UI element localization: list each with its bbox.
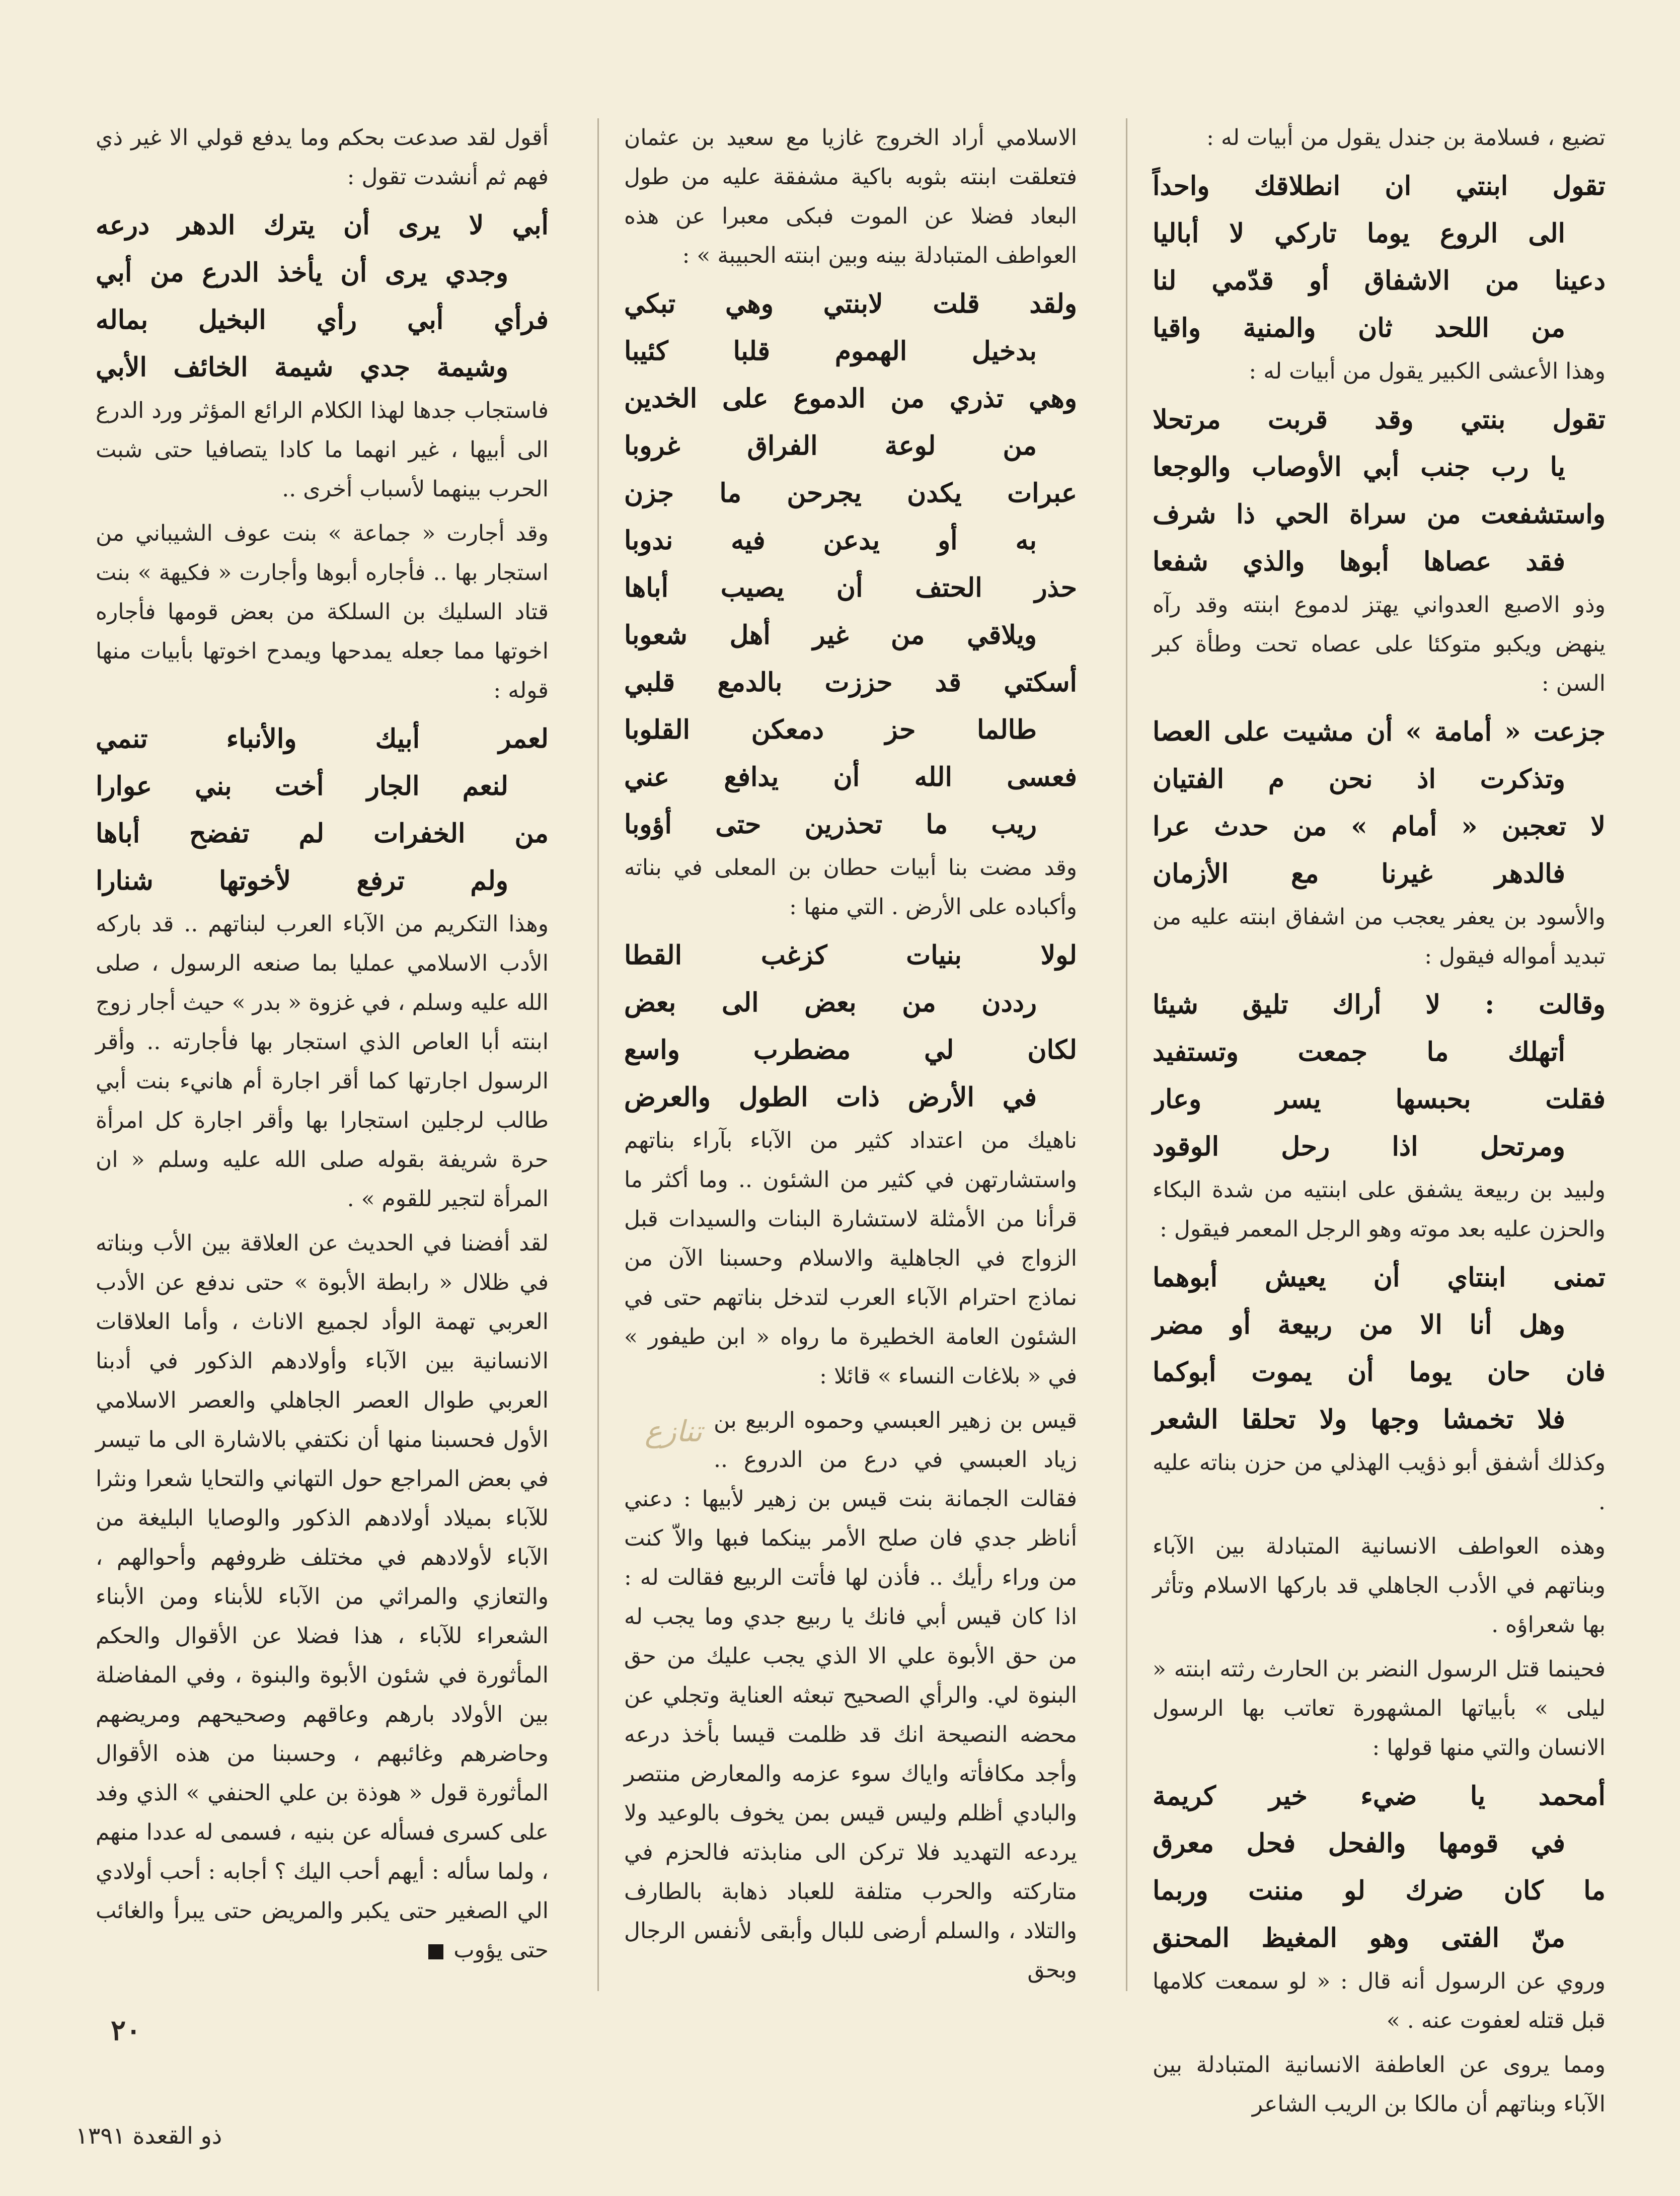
- poem-verse: من اللحد ثان والمنية واقيا: [1153, 313, 1565, 343]
- paragraph: والأسود بن يعفر يعجب من اشفاق ابنته عليه من تبديد أمواله فيقول :: [1153, 904, 1606, 969]
- poem-verse: وهي تذري من الدموع على الخدين: [624, 383, 1077, 414]
- poem-verse: وهل أنا الا من ربيعة أو مضر: [1153, 1309, 1565, 1340]
- svg-text:تنازع: تنازع: [645, 1414, 702, 1448]
- paragraph: لقد أفضنا في الحديث عن العلاقة بين الأب وبناته في ظلال « رابطة الأبوة » حتى ندفع عن الأدب العربي تهمة الوأد لجميع الاناث ، وأما العلاقات الانسانية بين الآباء وأولادهم الذكور في أدبنا العربي طوال العصر الجاهلي والعصر الاسلامي الأول فحسبنا منها أن نكتفي بالاشارة الى ما تيسر في بعض المراجع حول التهاني والتحايا شعرا ونثرا للآباء بميلاد أولادهم الذكور والوصايا البليغة من الآباء لأولادهم في مختلف ظروفهم وأحوالهم ، والتعازي والمراثي من الآباء للأبناء ومن الأبناء الشعراء للآباء ، هذا فضلا عن الأقوال والحكم المأثورة في شئون الأبوة والبنوة ، وفي المفاضلة بين الأولاد بارهم وعاقهم وصحيحهم ومريضهم وحاضرهم وغائبهم ، وحسبنا من هذه الأقوال المأثورة قول « هوذة بن علي الحنفي » الذي وفد على كسرى فسأله عن بنيه ، فسمى له عددا منهم ، ولما سأله : أيهم أحب اليك ؟ أجابه : أحب أولادي الي الصغير حتى يكبر والمريض حتى يبرأ والغائب حتى يؤوب: [96, 1230, 549, 1963]
- paragraph: ومما يروى عن العاطفة الانسانية المتبادلة بين الآباء وبناتهم أن مالكا بن الريب الشاعر: [1153, 2052, 1606, 2117]
- paragraph: فحينما قتل الرسول النضر بن الحارث رثته ابنته « ليلى » بأبياتها المشهورة تعاتب بها الرسول الانسان والتي منها قولها :: [1153, 1656, 1606, 1761]
- poem-verse: يا رب جنب أبي الأوصاب والوجعا: [1153, 452, 1565, 482]
- poem-verse: حذر الحتف أن يصيب أباها: [624, 572, 1077, 603]
- poem-verse: به أو يدعن فيه ندوبا: [624, 525, 1037, 556]
- paragraph: وذو الاصبع العدواني يهتز لدموع ابنته وقد رآه ينهض ويكبو متوكئا على عصاه تحت وطأة كبر السن :: [1153, 592, 1606, 696]
- column-divider: [1126, 118, 1127, 1991]
- poem-verse: واستشفعت من سراة الحي ذا شرف: [1153, 499, 1606, 530]
- paragraph: وهذا الأعشى الكبير يقول من أبيات له :: [1249, 358, 1606, 384]
- poem-verse: فقلت بحبسها يسر وعار: [1153, 1084, 1606, 1115]
- poem-verse: لنعم الجار أخت بني عوارا: [96, 771, 508, 801]
- column-right: [1153, 118, 1606, 2117]
- poem-verse: ولقد قلت لابنتي وهي تبكي: [624, 288, 1077, 319]
- paragraph: تضيع ، فسلامة بن جندل يقول من أبيات له :: [1206, 125, 1606, 151]
- paragraph: وهذا التكريم من الآباء العرب لبناتهم .. قد باركه الأدب الاسلامي عمليا بما صنعه الرسول ، صلى الله عليه وسلم ، في غزوة « بدر » حيث أجار زوج ابنته أبا العاص الذي استجار بها فأجارته .. وأقر الرسول اجارتها كما أقر اجارة أم هانيء بنت أبي طالب لرجلين استجارا بها وأقر اجارة كل امرأة حرة شريفة بقوله صلى الله عليه وسلم « ان المرأة لتجير للقوم » .: [96, 911, 549, 1212]
- poem-verse: لولا بنيات كزغب القطا: [624, 940, 1077, 971]
- poem-verse: أبي لا يرى أن يترك الدهر درعه: [96, 210, 549, 241]
- poem-verse: تقول ابنتي ان انطلاقك واحداً: [1153, 171, 1606, 201]
- poem-verse: تقول بنتي وقد قربت مرتحلا: [1153, 404, 1606, 435]
- paragraph: قيس بن زهير العبسي وحموه الربيع بن زياد العبسي في درع من الدروع .. فقالت الجمانة بنت قيس بن زهير لأبيها : دعني أناظر جدي فان صلح الأمر بينكما فبها والاّ كنت من وراء رأيك .. فأذن لها فأتت الربيع فقالت له : اذا كان قيس أبي فانك يا ربيع جدي وما يجب له من حق الأبوة علي الا الذي يجب عليك من حق البنوة لي. والرأي الصحيح تبعثه العناية وتجلي عن محضه النصيحة انك قد ظلمت قيسا بأخذ درعه وأجد مكافأته واياك سوء عزمه والمعارض منتصر والبادي أظلم وليس قيس بمن يخوف بالوعيد ولا يردعه التهديد فلا تركن الى منابذته فالحزم في متاركته والحرب متلفة للعباد ذهابة بالطارف والتلاد ، والسلم أرضى للبال وأبقى لأنفس الرجال وبحق: [624, 1408, 1077, 1983]
- poem-verse: من الخفرات لم تفضح أباها: [96, 818, 549, 849]
- poem-verse: عبرات يكدن يجرحن ما جزن: [624, 478, 1077, 508]
- poem-verse: ما كان ضرك لو مننت وربما: [1153, 1875, 1606, 1906]
- poem-verse: فرأي أبي رأي البخيل بماله: [96, 305, 549, 335]
- poem-verse: في الأرض ذات الطول والعرض: [624, 1082, 1037, 1113]
- footer-date: ذو القعدة ١٣٩١: [75, 2122, 222, 2149]
- poem-verse: لا تعجبن « أمام » من حدث عرا: [1153, 811, 1606, 842]
- poem-verse: ويلاقي من غير أهل شعوبا: [624, 620, 1037, 650]
- poem-verse: لكان لي مضطرب واسع: [624, 1035, 1077, 1065]
- poem-verse: طالما حز دمعكن القلوبا: [624, 714, 1037, 745]
- poem-verse: بدخيل الهموم قلبا كئيبا: [624, 336, 1037, 367]
- poem-verse: فان حان يوما أن يموت أبوكما: [1153, 1357, 1606, 1387]
- column-divider: [597, 118, 599, 1991]
- column-left: [96, 118, 549, 2021]
- poem-verse: فلا تخمشا وجها ولا تحلقا الشعر: [1153, 1404, 1565, 1435]
- poem-verse: فقد عصاها أبوها والذي شفعا: [1153, 546, 1565, 577]
- ornament-word: [633, 1406, 714, 1456]
- paragraph: وقد أجارت « جماعة » بنت عوف الشيباني من استجار بها .. فأجاره أبوها وأجارت « فكيهة » بنت قتاد السليك بن السلكة من بعض قومها فأجاره اخوتها مما جعله يمدحها ويمدح اخوتها بأبيات منها قوله :: [96, 521, 549, 703]
- poem-verse: ولم ترفع لأخوتها شنارا: [96, 865, 508, 896]
- poem-verse: لعمر أبيك والأنباء تنمي: [96, 723, 549, 754]
- poem-verse: الى الروع يوما تاركي لا أباليا: [1153, 218, 1565, 249]
- poem-verse: فعسى الله أن يدافع عني: [624, 762, 1077, 792]
- paragraph: أقول لقد صدعت بحكم وما يدفع قولي الا غير ذي فهم ثم أنشدت تقول :: [96, 125, 549, 190]
- paragraph: وكذلك أشفق أبو ذؤيب الهذلي من حزن بناته عليه .: [1153, 1450, 1606, 1515]
- poem-verse: فالدهر غيرنا مع الأزمان: [1153, 858, 1565, 889]
- poem-verse: وجدي يرى أن يأخذ الدرع من أبي: [96, 257, 508, 288]
- paragraph: ناهيك من اعتداد كثير من الآباء بآراء بناتهم واستشارتهن في كثير من الشئون .. وما أكثر ما قرأنا من الأمثلة لاستشارة البنات والسيدات قبل الزواج في الجاهلية والاسلام وحسبنا الآن من نماذج احترام الآباء العرب لتدخل بناتهم حتى في الشئون العامة الخطيرة ما رواه « ابن طيفور » في « بلاغات النساء » قائلا :: [624, 1128, 1077, 1389]
- poem-verse: تمنى ابنتاي أن يعيش أبوهما: [1153, 1262, 1606, 1293]
- page-number: ٢٠: [111, 2014, 141, 2047]
- paragraph: وروي عن الرسول أنه قال : « لو سمعت كلامها قبل قتله لعفوت عنه . »: [1153, 1968, 1606, 2033]
- poem-verse: أسكتي قد حززت بالدمع قلبي: [624, 667, 1077, 698]
- paragraph: وهذه العواطف الانسانية المتبادلة بين الآباء وبناتهم في الأدب الجاهلي قد باركها الاسلام وتأثر بها شعراؤه .: [1153, 1533, 1606, 1638]
- poem-verse: وشيمة جدي شيمة الخائف الأبي: [96, 352, 508, 383]
- paragraph: ولبيد بن ربيعة يشفق على ابنتيه من شدة البكاء والحزن عليه بعد موته وهو الرجل المعمر فيقول :: [1153, 1177, 1606, 1242]
- poem-verse: منّ الفتى وهو المغيظ المحنق: [1153, 1923, 1565, 1953]
- poem-verse: في قومها والفحل فحل معرق: [1153, 1828, 1565, 1859]
- poem-verse: ومرتحل اذا رحل الوقود: [1153, 1131, 1565, 1162]
- poem-verse: دعينا من الاشفاق أو قدّمي لنا: [1153, 265, 1606, 296]
- poem-verse: أمحمد يا ضيء خير كريمة: [1153, 1781, 1606, 1811]
- poem-verse: أتهلك ما جمعت وتستفيد: [1153, 1037, 1565, 1067]
- poem-verse: من لوعة الفراق غروبا: [624, 430, 1037, 461]
- paragraph: وقد مضت بنا أبيات حطان بن المعلى في بناته وأكباده على الأرض . التي منها :: [624, 855, 1077, 920]
- end-of-article-mark: [428, 1944, 443, 1959]
- poem-verse: جزعت « أمامة » أن مشيت على العصا: [1153, 716, 1606, 747]
- poem-verse: ريب ما تحذرين حتى أؤوبا: [624, 809, 1037, 840]
- paragraph: فاستجاب جدها لهذا الكلام الرائع المؤثر ورد الدرع الى أبيها ، غير انهما ما كادا يتصافيا حتى شبت الحرب بينهما لأسباب أخرى ..: [96, 398, 549, 502]
- poem-verse: رددن من بعض الى بعض: [624, 987, 1037, 1018]
- column-middle: [624, 118, 1077, 2021]
- poem-verse: وقالت : لا أراك تليق شيئا: [1153, 989, 1606, 1020]
- paragraph: الاسلامي أراد الخروج غازيا مع سعيد بن عثمان فتعلقت ابنته بثوبه باكية مشفقة عليه من طول البعاد فضلا عن الموت فبكى معبرا عن هذه العواطف المتبادلة بينه وبين ابنته الحبيبة » :: [624, 125, 1077, 268]
- poem-verse: وتذكرت اذ نحن م الفتيان: [1153, 764, 1565, 794]
